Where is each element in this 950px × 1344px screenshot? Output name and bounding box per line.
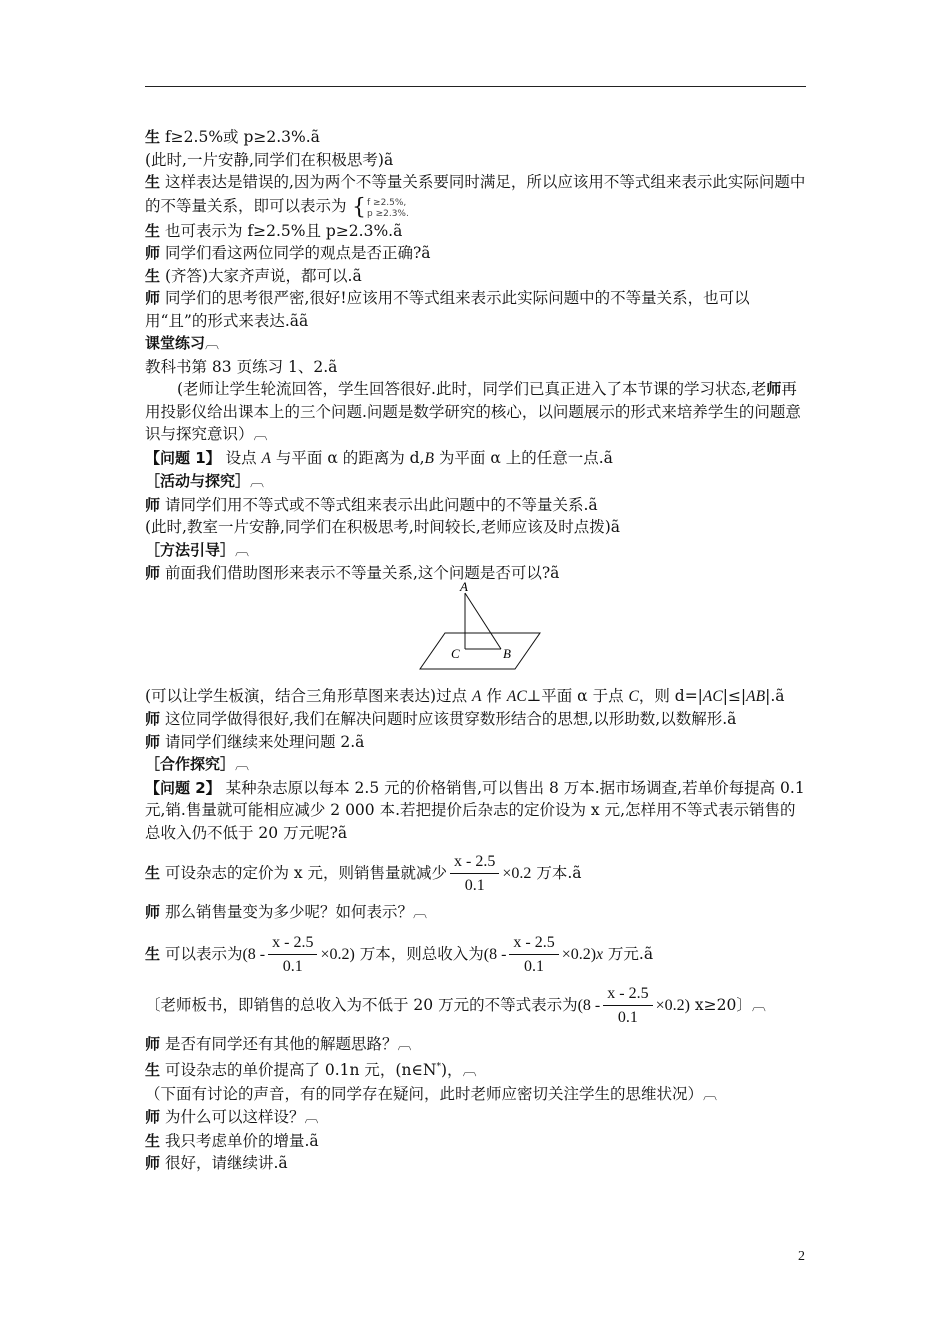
label-C: C bbox=[451, 645, 460, 661]
line-24: 生 可以表示为(8 - $\frac{x - 2.5}{0.1}$ ×0.2) 万本，则总收入为(8 - $\frac{x - 2.5}{0.1}$ ×0.2)x 万元.ã bbox=[145, 933, 654, 975]
label-B: B bbox=[503, 645, 511, 661]
line-3: 生 这样表达是错误的,因为两个不等量关系要同时满足，所以应该用不等式组来表示此实际问题中的不等量关系，即可以表示为 { f ≥2.5%, p ≥2.3%. bbox=[145, 173, 806, 220]
line-31: 师 很好，请继续讲.ã bbox=[145, 1154, 288, 1173]
inequality-system bbox=[351, 194, 471, 220]
fraction: $\frac{x - 2.5}{0.1}$ bbox=[603, 985, 652, 1027]
line-14: (此时,教室一片安静,同学们在积极思考,时间较长,老师应该及时点拨)ã bbox=[145, 518, 621, 536]
line-30: 生 我只考虑单价的增量.ã bbox=[145, 1131, 319, 1150]
geometry-figure bbox=[145, 580, 810, 685]
page-number: 2 bbox=[798, 1249, 805, 1264]
line-18: 师 这位同学做得很好,我们在解决问题时应该贯穿数形结合的思想,以形助数,以数解形.ã bbox=[145, 710, 737, 728]
fraction: $\frac{x - 2.5}{0.1}$ bbox=[450, 853, 499, 895]
line-1: 生 f≥2.5%或 p≥2.3%.ã bbox=[145, 128, 320, 146]
system-row-2: p ≥2.3%. bbox=[367, 208, 410, 219]
document-body bbox=[145, 126, 810, 1175]
line-9: 教科书第 83 页练习 1、2.ã bbox=[145, 357, 338, 376]
label-A: A bbox=[460, 580, 468, 594]
svg-text:{: { bbox=[352, 194, 367, 220]
line-10: (老师让学生轮流回答，学生回答很好.此时，同学们已真正进入了本节课的学习状态,老师再用投影仪给出课本上的三个问题.问题是数学研究的核心，以问题展示的形式来培养学生的问题意识与探究意识）︹ bbox=[145, 380, 801, 443]
plane-alpha bbox=[420, 633, 540, 669]
line-27: 生 可设杂志的单价提高了 0.1n 元，(n∈N*)，︹ bbox=[145, 1061, 477, 1080]
line-16: 师 前面我们借助图形来表示不等量关系,这个问题是否可以?ã bbox=[145, 564, 560, 582]
line-5: 师 同学们看这两位同学的观点是否正确?ã bbox=[145, 244, 431, 262]
line-28: （下面有讨论的声音，有的同学存在疑问，此时老师应密切关注学生的思维状况）︹ bbox=[145, 1084, 718, 1103]
line-17: (可以让学生板演，结合三角形草图来表达)过点 A 作 AC⊥平面 α 于点 C，则 d=|AC|≤|AB|.ã bbox=[145, 686, 785, 705]
line-26: 师 是否有同学还有其他的解题思路？︹ bbox=[145, 1034, 412, 1053]
line-19: 师 请同学们继续来处理问题 2.ã bbox=[145, 732, 365, 751]
heading-activity: ［活动与探究］︹ bbox=[145, 472, 265, 490]
segment-AB bbox=[465, 593, 501, 649]
line-13: 师 请同学们用不等式或不等式组来表示出此问题中的不等量关系.ã bbox=[145, 495, 598, 514]
heading-method: ［方法引导］︹ bbox=[145, 540, 250, 559]
line-6: 生 (齐答)大家齐声说，都可以.ã bbox=[145, 266, 362, 285]
system-row-1: f ≥2.5%, bbox=[367, 197, 407, 208]
fraction: $\frac{x - 2.5}{0.1}$ bbox=[268, 934, 317, 976]
line-2: (此时,一片安静,同学们在积极思考)ã bbox=[145, 150, 394, 169]
line-22: 生 可设杂志的定价为 x 元，则销售量就减少 $\frac{x - 2.5}{0.1}$ ×0.2 万本.ã bbox=[145, 853, 582, 894]
fraction: $\frac{x - 2.5}{0.1}$ bbox=[509, 934, 558, 976]
line-4: 生 也可表示为 f≥2.5%且 p≥2.3%.ã bbox=[145, 221, 403, 240]
problem-1: 【问题 1】 设点 A 与平面 α 的距离为 d,B 为平面 α 上的任意一点.ã bbox=[145, 448, 613, 467]
problem-2: 【问题 2】 某种杂志原以每本 2.5 元的价格销售,可以售出 8 万本.据市场调查,若单价每提高 0.1 元,销.售量就可能相应减少 2 000 本.若把提价后杂志的定价设为 x 元,怎样用不等式表示销售的总收入仍不低于 20 万元呢?ã bbox=[145, 778, 805, 842]
header-rule bbox=[145, 86, 806, 87]
line-29: 师 为什么可以这样设？︹ bbox=[145, 1108, 319, 1127]
line-23: 师 那么销售量变为多少呢？如何表示？︹ bbox=[145, 903, 427, 921]
line-25: 〔老师板书，即销售的总收入为不低于 20 万元的不等式表示为(8 - $\frac{x - 2.5}{0.1}$ ×0.2) x≥20〕︹ bbox=[145, 984, 766, 1026]
heading-cooperative: ［合作探究］︹ bbox=[145, 755, 250, 773]
heading-classroom-practice: 课堂练习︹ bbox=[145, 334, 220, 352]
line-7: 师 同学们的思考很严密,很好!应该用不等式组来表示此实际问题中的不等量关系，也可以用“且”的形式来表达.ãã bbox=[145, 289, 750, 330]
